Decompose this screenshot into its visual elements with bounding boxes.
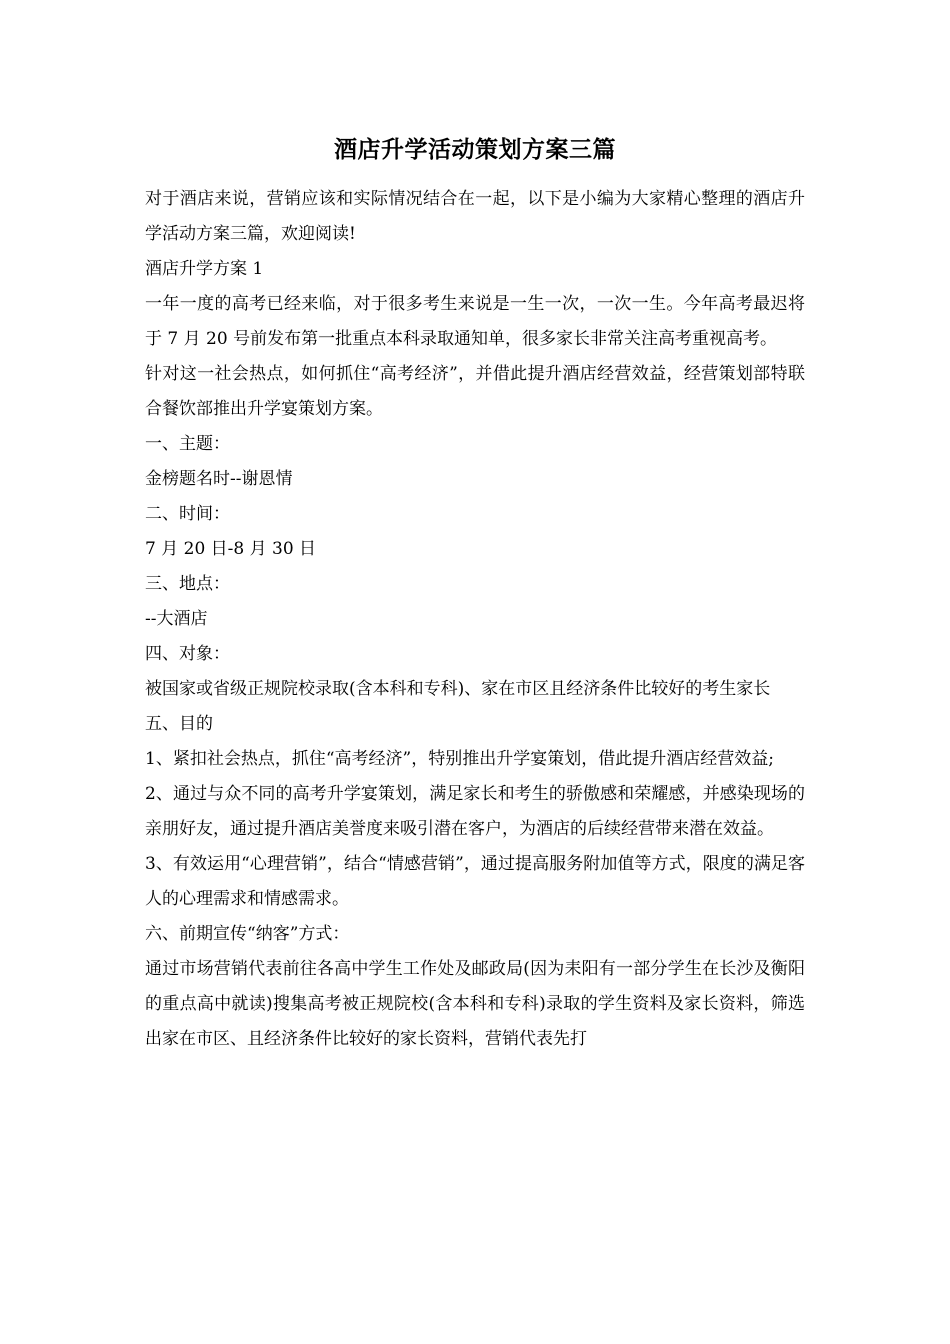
- paragraph-purpose: 针对这一社会热点，如何抓住“高考经济”，并借此提升酒店经营效益，经营策划部特联合餐饮部推出升学宴策划方案。: [145, 364, 805, 419]
- heading-location: 三、地点：: [145, 574, 230, 594]
- document-body: [145, 182, 805, 1057]
- text-promotion: 通过市场营销代表前往各高中学生工作处及邮政局(因为耒阳有一部分学生在长沙及衡阳的重点高中就读)搜集高考被正规院校(含本科和专科)录取的学生资料及家长资料，筛选出家在市区、且经济条件比较好的家长资料，营销代表先打: [145, 959, 805, 1049]
- text-goal-3: 3、有效运用“心理营销”，结合“情感营销”，通过提高服务附加值等方式，限度的满足客人的心理需求和情感需求。: [145, 854, 805, 909]
- heading-promotion: 六、前期宣传“纳客”方式：: [145, 924, 350, 944]
- text-time: 7 月 20 日-8 月 30 日: [145, 539, 317, 559]
- paragraph-intro: 对于酒店来说，营销应该和实际情况结合在一起，以下是小编为大家精心整理的酒店升学活动方案三篇，欢迎阅读!: [145, 189, 805, 244]
- heading-audience: 四、对象：: [145, 644, 230, 664]
- text-theme: 金榜题名时--谢恩情: [145, 469, 293, 489]
- paragraph-section-heading: 酒店升学方案 1: [145, 259, 264, 279]
- text-location: --大酒店: [145, 609, 208, 629]
- paragraph-background: 一年一度的高考已经来临，对于很多考生来说是一生一次，一次一生。今年高考最迟将于 7 月 20 号前发布第一批重点本科录取通知单，很多家长非常关注高考重视高考。: [145, 294, 805, 349]
- text-goal-1: 1、紧扣社会热点，抓住“高考经济”，特别推出升学宴策划，借此提升酒店经营效益;: [145, 749, 774, 769]
- document-title: 酒店升学活动策划方案三篇: [334, 136, 616, 163]
- text-audience: 被国家或省级正规院校录取(含本科和专科)、家在市区且经济条件比较好的考生家长: [145, 679, 771, 699]
- heading-goals: 五、目的: [145, 714, 213, 734]
- heading-time: 二、时间：: [145, 504, 230, 524]
- text-goal-2: 2、通过与众不同的高考升学宴策划，满足家长和考生的骄傲感和荣耀感，并感染现场的亲朋好友，通过提升酒店美誉度来吸引潜在客户，为酒店的后续经营带来潜在效益。: [145, 784, 805, 839]
- heading-theme: 一、主题：: [145, 434, 230, 454]
